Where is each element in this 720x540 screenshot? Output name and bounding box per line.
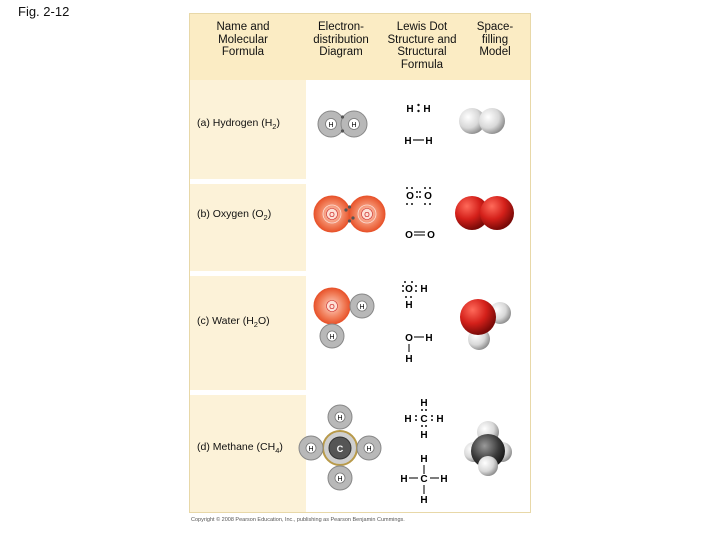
space-model-methane xyxy=(464,421,512,476)
svg-text:C: C xyxy=(336,444,344,454)
svg-text:H: H xyxy=(420,454,428,465)
svg-text:C: C xyxy=(420,414,428,425)
svg-text:O: O xyxy=(329,212,335,219)
lewis-hydrogen xyxy=(404,104,432,147)
svg-text:H: H xyxy=(337,476,343,483)
lewis-oxygen xyxy=(405,187,435,241)
svg-text:O: O xyxy=(329,304,335,311)
lewis-water xyxy=(402,281,433,365)
svg-text:H: H xyxy=(308,446,314,453)
space-model-oxygen xyxy=(455,196,514,230)
svg-text:H: H xyxy=(337,415,343,422)
svg-text:C: C xyxy=(420,474,428,485)
copyright-notice: Copyright © 2008 Pearson Education, Inc., publishing as Pearson Benjamin Cummings. xyxy=(191,517,405,523)
svg-text:H: H xyxy=(406,104,414,115)
svg-text:H: H xyxy=(440,474,448,485)
space-model-hydrogen xyxy=(459,108,505,134)
svg-text:O: O xyxy=(405,333,413,344)
svg-text:O: O xyxy=(406,191,414,202)
svg-text:H: H xyxy=(420,284,428,295)
figure-label: Fig. 2-12 xyxy=(18,4,70,19)
label-methane: (d) Methane $(CH_4)$ xyxy=(197,441,283,456)
svg-text:H: H xyxy=(425,333,433,344)
header-space-filling: Space- filling Model xyxy=(476,21,514,58)
lewis-methane xyxy=(400,398,447,506)
svg-text:O: O xyxy=(424,191,432,202)
space-model-water xyxy=(460,299,511,350)
svg-text:H: H xyxy=(420,398,428,409)
svg-text:H: H xyxy=(351,122,357,129)
svg-text:H: H xyxy=(420,430,428,441)
header-electron-diagram: Electron- distribution Diagram xyxy=(313,21,369,58)
label-hydrogen: (a) Hydrogen $(H_2)$ xyxy=(197,117,280,132)
svg-text:H: H xyxy=(359,304,365,311)
svg-text:O: O xyxy=(427,230,435,241)
svg-text:H: H xyxy=(423,104,431,115)
svg-text:O: O xyxy=(405,284,413,295)
header-lewis-structure: Lewis Dot Structure and Structural Formula xyxy=(387,21,457,71)
svg-text:H: H xyxy=(405,300,413,311)
svg-text:H: H xyxy=(404,136,412,147)
svg-text:H: H xyxy=(420,495,428,506)
label-oxygen: (b) Oxygen $(O_2)$ xyxy=(197,208,272,223)
svg-text:H: H xyxy=(436,414,444,425)
header-name-formula: Name and Molecular Formula xyxy=(216,21,270,58)
electron-diagram-water xyxy=(314,288,374,348)
svg-text:H: H xyxy=(329,334,335,341)
label-water: (c) Water $(H_2O)$ xyxy=(197,315,270,330)
svg-text:O: O xyxy=(364,212,370,219)
electron-diagram-hydrogen xyxy=(318,111,367,137)
svg-text:H: H xyxy=(405,354,413,365)
svg-text:H: H xyxy=(366,446,372,453)
svg-text:H: H xyxy=(400,474,408,485)
svg-text:H: H xyxy=(328,122,334,129)
svg-text:O: O xyxy=(405,230,413,241)
electron-diagram-oxygen xyxy=(314,196,385,232)
svg-text:H: H xyxy=(425,136,433,147)
electron-diagram-methane xyxy=(299,405,381,490)
svg-text:H: H xyxy=(404,414,412,425)
